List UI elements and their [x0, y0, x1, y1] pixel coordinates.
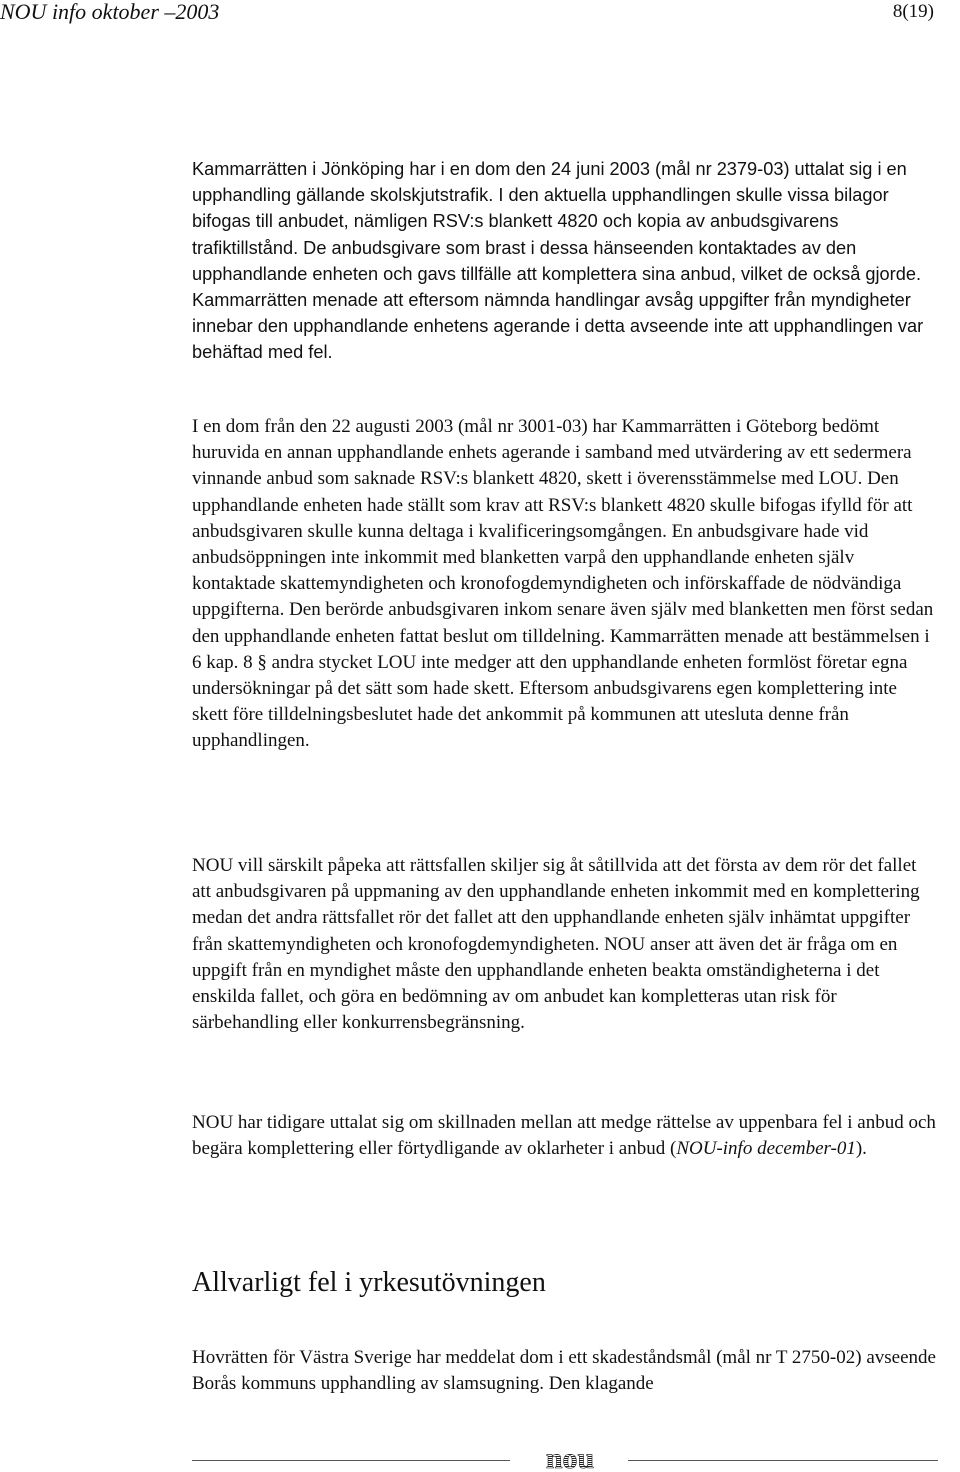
page-footer	[0, 1436, 960, 1471]
paragraph-goteborg-ruling: I en dom från den 22 augusti 2003 (mål nr 3001-03) har Kammarrätten i Göteborg bedömt huruvida en annan upphandlande enhets agerande i samband med utvärdering av ett sedermera vinnande anbud som saknade RSV:s blankett 4820, skett i överensstämmelse med LOU. Den upphandlande enheten hade ställt som krav att RSV:s blankett 4820 skulle bifogas ifylld för att anbudsgivaren skulle kunna deltaga i kvalificeringsomgången. En anbudsgivare hade vid anbudsöppningen inte inkommit med blanketten varpå den upphandlande enheten själv kontaktade skattemyndigheten och kronofogdemyndigheten och införskaffade de nödvändiga uppgifterna. Den berörde anbudsgivaren inkom senare även själv med blanketten men först sedan den upphandlande enheten fattat beslut om tilldelning. Kammarrätten menade att bestämmelsen i 6 kap. 8 § andra stycket LOU inte medger att den upphandlande enheten formlöst företar egna undersökningar på det sätt som hade skett. Eftersom anbudsgivarens egen komplettering inte skett före tilldelningsbeslutet hade det ankommit på kommunen att utesluta denne från upphandlingen.	[192, 416, 934, 752]
page-number: 8(19)	[892, 1, 934, 22]
reference-nou-info: NOU-info december-01	[676, 1138, 856, 1160]
paragraph-hovratten: Hovrätten för Västra Sverige har meddelat dom i ett skadeståndsmål (mål nr T 2750-02) avseende Borås kommuns upphandling av slamsugning. Den klagande	[192, 1347, 936, 1395]
footer-rule-left	[192, 1460, 510, 1461]
document-title: NOU info oktober –2003	[0, 0, 220, 24]
paragraph-nou-previous-text: NOU har tidigare uttalat sig om skillnaden mellan att medge rättelse av uppenbara fel i anbud och begära komplettering eller förtydligande av oklarheter i anbud (	[192, 1112, 936, 1160]
paragraph-nou-previous	[192, 1110, 937, 1162]
section-heading: Allvarligt fel i yrkesutövningen	[192, 1267, 546, 1298]
paragraph-nou-previous-end: ).	[855, 1138, 867, 1160]
page-header	[0, 0, 960, 28]
footer-rule-right	[628, 1460, 938, 1461]
nou-logo	[520, 1446, 620, 1472]
paragraph-nou-remark: NOU vill särskilt påpeka att rättsfallen skiljer sig åt såtillvida att det första av dem rör det fallet att anbudsgivaren på uppmaning av den upphandlande enheten inkommit med en komplettering medan det andra rättsfallet rör det fallet att den upphandlande enheten själv inhämtat uppgifter från skattemyndigheten och kronofogdemyndigheten. NOU anser att även det är fråga om en uppgift från en myndighet måste den upphandlande enheten beakta omständigheterna i det enskilda fallet, och göra en bedömning av om anbudet kan kompletteras utan risk för särbehandling eller konkurrensbegränsning.	[192, 855, 920, 1034]
paragraph-jonkoping-ruling: Kammarrätten i Jönköping har i en dom den 24 juni 2003 (mål nr 2379-03) uttalat sig i en upphandling gällande skolskjutstrafik. I den aktuella upphandlingen skulle vissa bilagor bifogas till anbudet, nämligen RSV:s blankett 4820 och kopia av anbudsgivarens trafiktillstånd. De anbudsgivare som brast i dessa hänseenden kontaktades av den upphandlande enheten och gavs tillfälle att komplettera sina anbud, vilket de också gjorde. Kammarrätten menade att eftersom nämnda handlingar avsåg uppgifter från myndigheter innebar den upphandlande enhetens agerande i detta avseende inte att upphandlingen var behäftad med fel.	[192, 159, 924, 363]
nou-logo-text: nou	[545, 1446, 595, 1472]
